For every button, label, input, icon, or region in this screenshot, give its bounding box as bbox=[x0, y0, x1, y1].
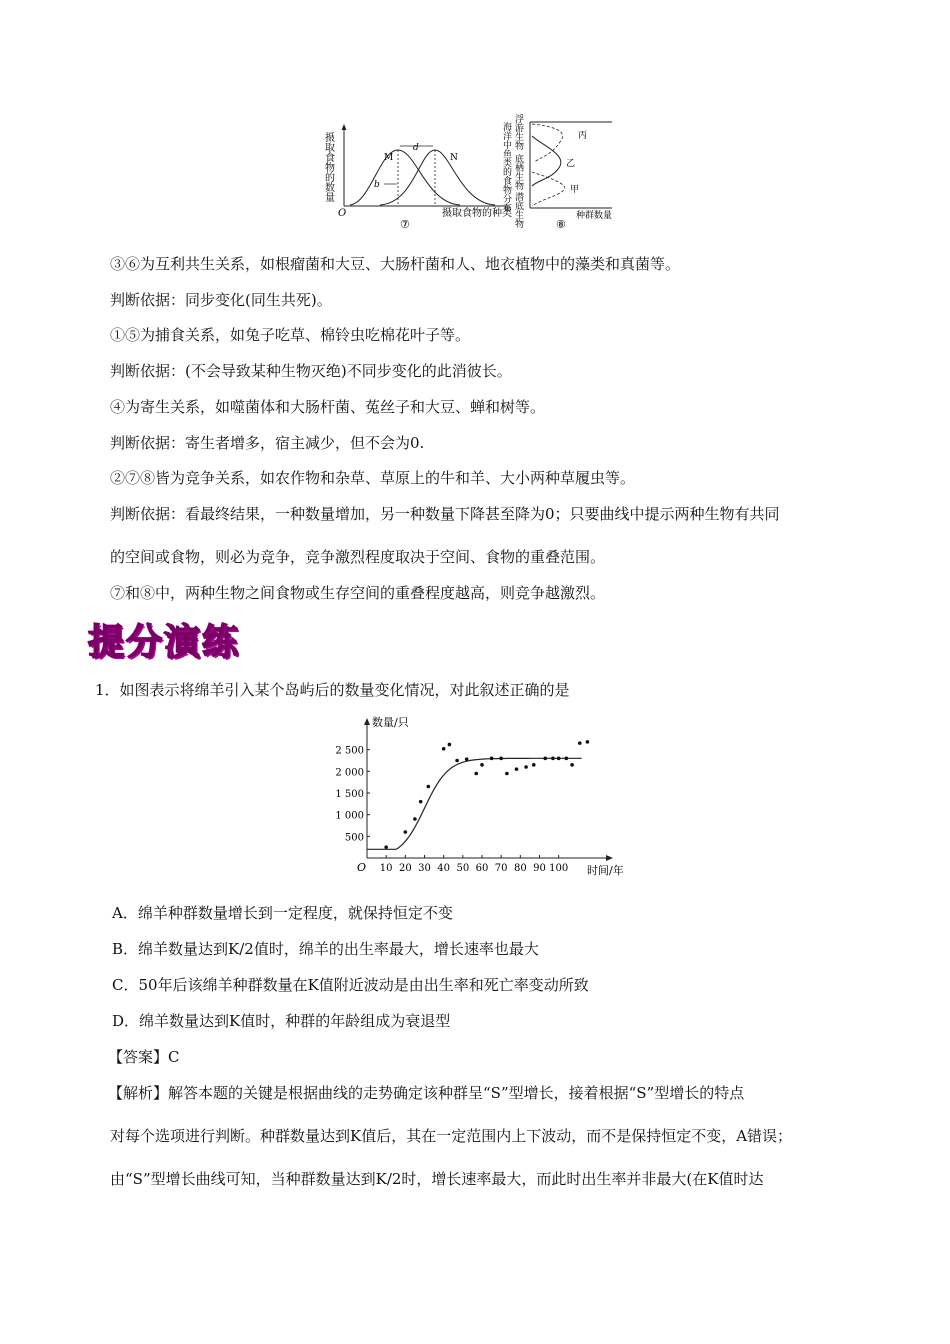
fig7-d: d bbox=[413, 143, 419, 153]
paragraph-competition: ②⑦⑧皆为竞争关系，如农作物和杂草、草原上的牛和羊、大小两种草履虫等。 bbox=[110, 469, 636, 487]
option-c: C．50年后该绵羊种群数量在K值附近波动是由出生率和死亡率变动所致 bbox=[112, 976, 589, 994]
competition-figures bbox=[320, 110, 620, 240]
y-axis-label: 数量/只 bbox=[372, 716, 409, 729]
fig8-caption: ⑧ bbox=[556, 218, 566, 231]
analysis-line-2: 对每个选项进行判断。种群数量达到K值后，其在一定范围内上下波动，而不是保持恒定不变，A错误； bbox=[110, 1127, 793, 1145]
paragraph-competition-basis: 判断依据：看最终结果，一种数量增加，另一种数量下降甚至降为0；只要曲线中提示两种生物有共同 bbox=[110, 505, 780, 523]
x-tick-label: 80 bbox=[513, 863, 527, 874]
data-point bbox=[565, 757, 569, 761]
data-point bbox=[524, 765, 528, 769]
data-point bbox=[384, 845, 388, 849]
paragraph-parasitism-basis: 判断依据：寄生者增多，宿主减少，但不会为0. bbox=[110, 434, 425, 452]
section-heading: 提分演练 bbox=[88, 622, 241, 663]
paragraph-mutualism: ③⑥为互利共生关系，如根瘤菌和大豆、大肠杆菌和人、地衣植物中的藻类和真菌等。 bbox=[110, 255, 681, 273]
y-tick-label: 500 bbox=[344, 832, 364, 844]
fig8-zone-mid: 底栖生物 bbox=[513, 154, 523, 190]
paragraph-parasitism: ④为寄生关系，如噬菌体和大肠杆菌、菟丝子和大豆、蝉和树等。 bbox=[110, 398, 546, 416]
x-axis-arrow bbox=[606, 855, 613, 861]
data-point bbox=[419, 800, 423, 804]
data-point bbox=[442, 747, 446, 751]
fig7-n: N bbox=[450, 153, 458, 163]
data-point bbox=[413, 817, 417, 821]
x-tick-label: 40 bbox=[437, 863, 451, 874]
data-point bbox=[490, 757, 494, 761]
data-point bbox=[570, 763, 574, 767]
data-point bbox=[551, 757, 555, 761]
fig8-xlabel: 种群数量 bbox=[576, 211, 613, 221]
data-point bbox=[455, 759, 459, 763]
fig8-ylabel: 海洋中鱼类的食物分布 bbox=[501, 122, 511, 212]
data-point bbox=[404, 830, 408, 834]
data-point bbox=[474, 772, 478, 776]
curve-n bbox=[380, 150, 495, 205]
figure-7 bbox=[323, 124, 513, 231]
data-point bbox=[427, 785, 431, 789]
data-point bbox=[499, 757, 503, 761]
y-tick-label: 1 500 bbox=[335, 789, 364, 800]
question-stem: 1．如图表示将绵羊引入某个岛屿后的数量变化情况，对此叙述正确的是 bbox=[95, 681, 570, 699]
paragraph-mutualism-basis: 判断依据：同步变化(同生共死)。 bbox=[110, 291, 332, 309]
x-tick-label: 50 bbox=[456, 863, 470, 874]
x-axis-label: 时间/年 bbox=[587, 864, 624, 877]
y-axis-arrow bbox=[364, 718, 370, 725]
data-point bbox=[515, 767, 519, 771]
x-tick-label: 100 bbox=[549, 863, 569, 874]
fig8-jia: 甲 bbox=[570, 185, 580, 195]
s-curve bbox=[367, 758, 582, 849]
y-tick-label: 2 500 bbox=[335, 745, 364, 757]
paragraph-overlap: ⑦和⑧中，两种生物之间食物或生存空间的重叠程度越高，则竞争越激烈。 bbox=[110, 584, 606, 602]
data-point bbox=[543, 757, 547, 761]
data-point bbox=[480, 763, 484, 767]
data-point bbox=[557, 757, 561, 761]
paragraph-competition-basis-cont: 的空间或食物，则必为竞争，竞争激烈程度取决于空间、食物的重叠范围。 bbox=[110, 548, 606, 566]
option-d: D．绵羊数量达到K值时，种群的年龄组成为衰退型 bbox=[112, 1012, 451, 1030]
fig7-xlabel: 摄取食物的种类 bbox=[442, 208, 512, 219]
x-tick-label: 30 bbox=[418, 863, 431, 874]
fig8-zone-top: 浮游生物 bbox=[513, 114, 523, 150]
figure-8 bbox=[501, 113, 612, 231]
x-tick-label: 20 bbox=[398, 863, 412, 874]
analysis-line-1: 【解析】解答本题的关键是根据曲线的走势确定该种群呈“S”型增长，接着根据“S”型增长的特点 bbox=[108, 1084, 745, 1102]
y-tick-label: 2 000 bbox=[335, 767, 364, 779]
fig7-origin: O bbox=[338, 208, 347, 219]
fig8-zone-bottom: 潜底生物 bbox=[513, 192, 523, 228]
data-point bbox=[505, 772, 509, 776]
curve-m bbox=[350, 150, 460, 205]
option-b: B．绵羊数量达到K/2值时，绵羊的出生率最大，增长速率也最大 bbox=[112, 940, 539, 958]
fig7-b: b bbox=[374, 180, 380, 190]
data-point bbox=[448, 743, 452, 747]
fig7-ylabel: 摄取食物的数量 bbox=[322, 132, 334, 202]
origin-label: O bbox=[357, 861, 367, 874]
y-tick-label: 1 000 bbox=[335, 810, 364, 822]
data-point bbox=[532, 763, 536, 767]
x-tick-label: 90 bbox=[533, 863, 546, 874]
fig7-m: M bbox=[384, 153, 394, 163]
paragraph-predation: ①⑤为捕食关系，如兔子吃草、棉铃虫吃棉花叶子等。 bbox=[110, 326, 471, 344]
fig8-yi: 乙 bbox=[566, 159, 576, 169]
answer: 【答案】C bbox=[108, 1048, 180, 1066]
data-point bbox=[578, 741, 582, 745]
x-tick-label: 60 bbox=[475, 863, 489, 874]
fig7-caption: ⑦ bbox=[400, 218, 410, 231]
option-a: A．绵羊种群数量增长到一定程度，就保持恒定不变 bbox=[112, 904, 453, 922]
data-point bbox=[465, 757, 469, 761]
x-tick-label: 10 bbox=[379, 863, 393, 874]
data-point bbox=[586, 740, 590, 744]
fig8-bing: 丙 bbox=[578, 131, 588, 141]
x-tick-label: 70 bbox=[494, 863, 508, 874]
sheep-population-chart bbox=[335, 710, 625, 885]
analysis-line-3: 由“S”型增长曲线可知，当种群数量达到K/2时，增长速率最大，而此时出生率并非最大(在K值时达 bbox=[110, 1170, 764, 1188]
paragraph-predation-basis: 判断依据：(不会导致某种生物灭绝)不同步变化的此消彼长。 bbox=[110, 362, 512, 380]
